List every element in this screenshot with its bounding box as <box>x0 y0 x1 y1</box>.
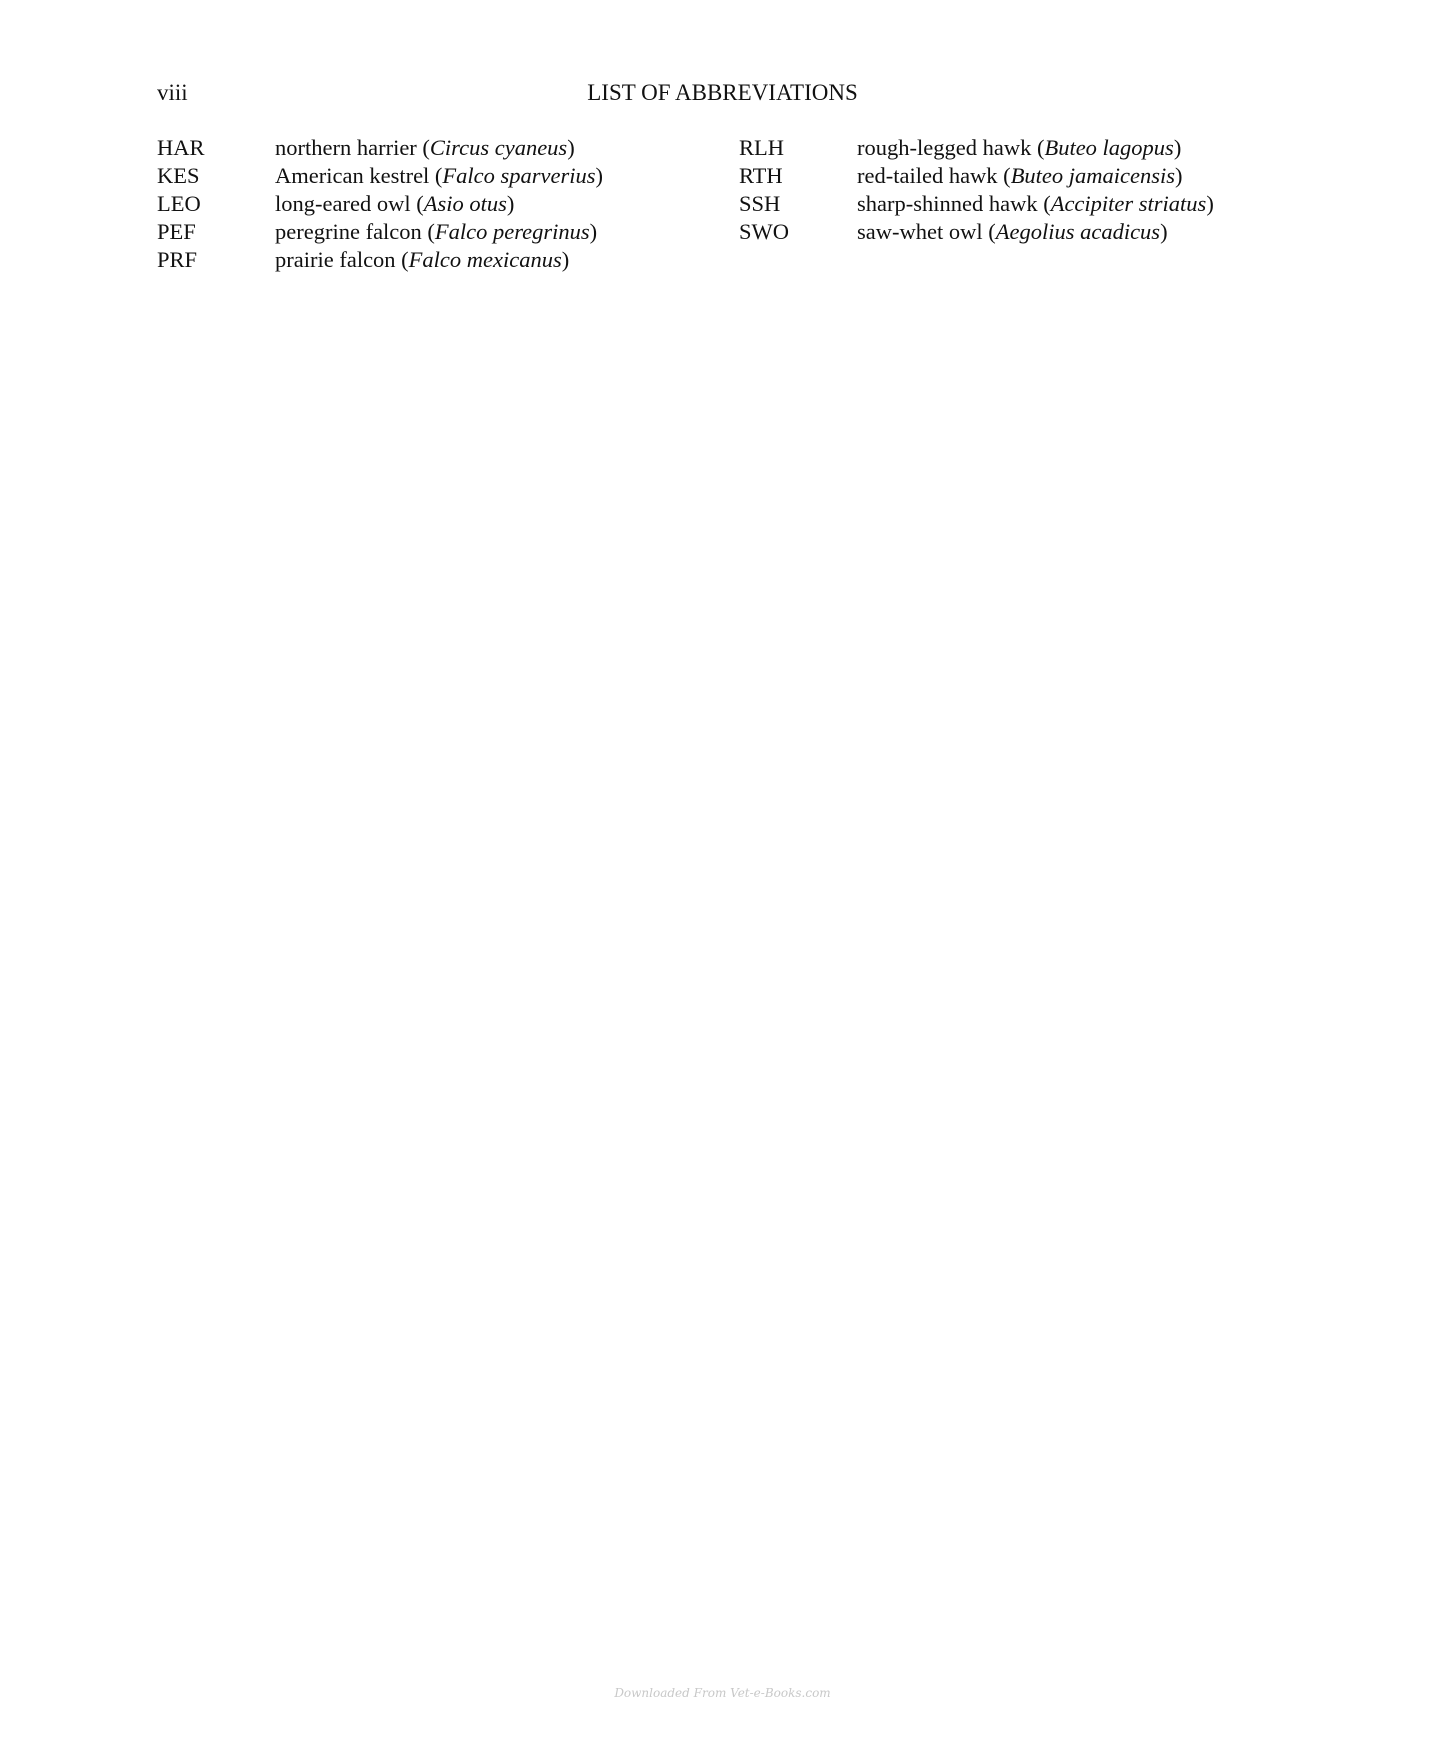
scientific-name: Buteo jamaicensis <box>1010 163 1176 188</box>
common-name: American kestrel ( <box>275 163 443 188</box>
abbreviation-code: PRF <box>157 247 198 272</box>
closing-paren: ) <box>1160 219 1168 244</box>
common-name: long-eared owl ( <box>275 191 424 216</box>
abbreviation-entry <box>157 190 603 218</box>
abbreviation-definition <box>275 190 514 218</box>
abbreviation-definition <box>857 190 1214 218</box>
abbreviation-code: PEF <box>157 219 196 244</box>
scientific-name: Accipiter striatus <box>1050 191 1207 216</box>
common-name: northern harrier ( <box>275 135 430 160</box>
abbreviation-definition <box>275 162 603 190</box>
watermark-text: Downloaded From Vet-e-Books.com <box>614 1686 831 1700</box>
abbreviation-code: SWO <box>739 219 789 244</box>
common-name: rough-legged hawk ( <box>857 135 1045 160</box>
abbreviation-code: LEO <box>157 191 201 216</box>
running-head: LIST OF ABBREVIATIONS <box>587 80 858 105</box>
closing-paren: ) <box>1173 135 1182 160</box>
abbreviation-code: RTH <box>739 163 783 188</box>
scientific-name: Falco peregrinus <box>434 219 590 244</box>
abbreviation-entry <box>739 134 1214 162</box>
abbreviation-code: RLH <box>739 135 784 160</box>
closing-paren: ) <box>1175 163 1183 188</box>
abbreviation-list-right <box>739 134 1214 246</box>
page-number: viii <box>157 80 188 105</box>
abbreviation-code: SSH <box>739 191 781 216</box>
abbreviation-entry <box>157 162 603 190</box>
abbreviation-entry <box>739 218 1214 246</box>
scientific-name: Circus cyaneus <box>429 135 568 160</box>
common-name: peregrine falcon ( <box>275 219 435 244</box>
closing-paren: ) <box>506 191 515 216</box>
abbreviation-definition <box>275 246 569 274</box>
scientific-name: Falco mexicanus <box>408 247 562 272</box>
abbreviation-definition <box>275 218 597 246</box>
abbreviation-entry <box>739 162 1214 190</box>
abbreviation-definition <box>857 134 1181 162</box>
common-name: saw-whet owl ( <box>857 219 996 244</box>
scientific-name: Aegolius acadicus <box>995 219 1161 244</box>
abbreviation-entry <box>157 134 603 162</box>
abbreviation-definition <box>857 162 1183 190</box>
scientific-name: Buteo lagopus <box>1044 135 1174 160</box>
abbreviation-definition <box>275 134 575 162</box>
scientific-name: Falco sparverius <box>442 163 596 188</box>
abbreviation-entry <box>157 218 603 246</box>
abbreviation-definition <box>857 218 1168 246</box>
common-name: sharp-shinned hawk ( <box>857 191 1051 216</box>
closing-paren: ) <box>561 247 570 272</box>
common-name: red-tailed hawk ( <box>857 163 1011 188</box>
abbreviation-list-left <box>157 134 603 274</box>
abbreviation-code: KES <box>157 163 200 188</box>
closing-paren: ) <box>567 135 575 160</box>
abbreviation-entry <box>157 246 603 274</box>
closing-paren: ) <box>595 163 604 188</box>
common-name: prairie falcon ( <box>275 247 409 272</box>
abbreviation-entry <box>739 190 1214 218</box>
abbreviation-code: HAR <box>157 135 205 160</box>
closing-paren: ) <box>1206 191 1214 216</box>
closing-paren: ) <box>589 219 598 244</box>
scientific-name: Asio otus <box>423 191 507 216</box>
